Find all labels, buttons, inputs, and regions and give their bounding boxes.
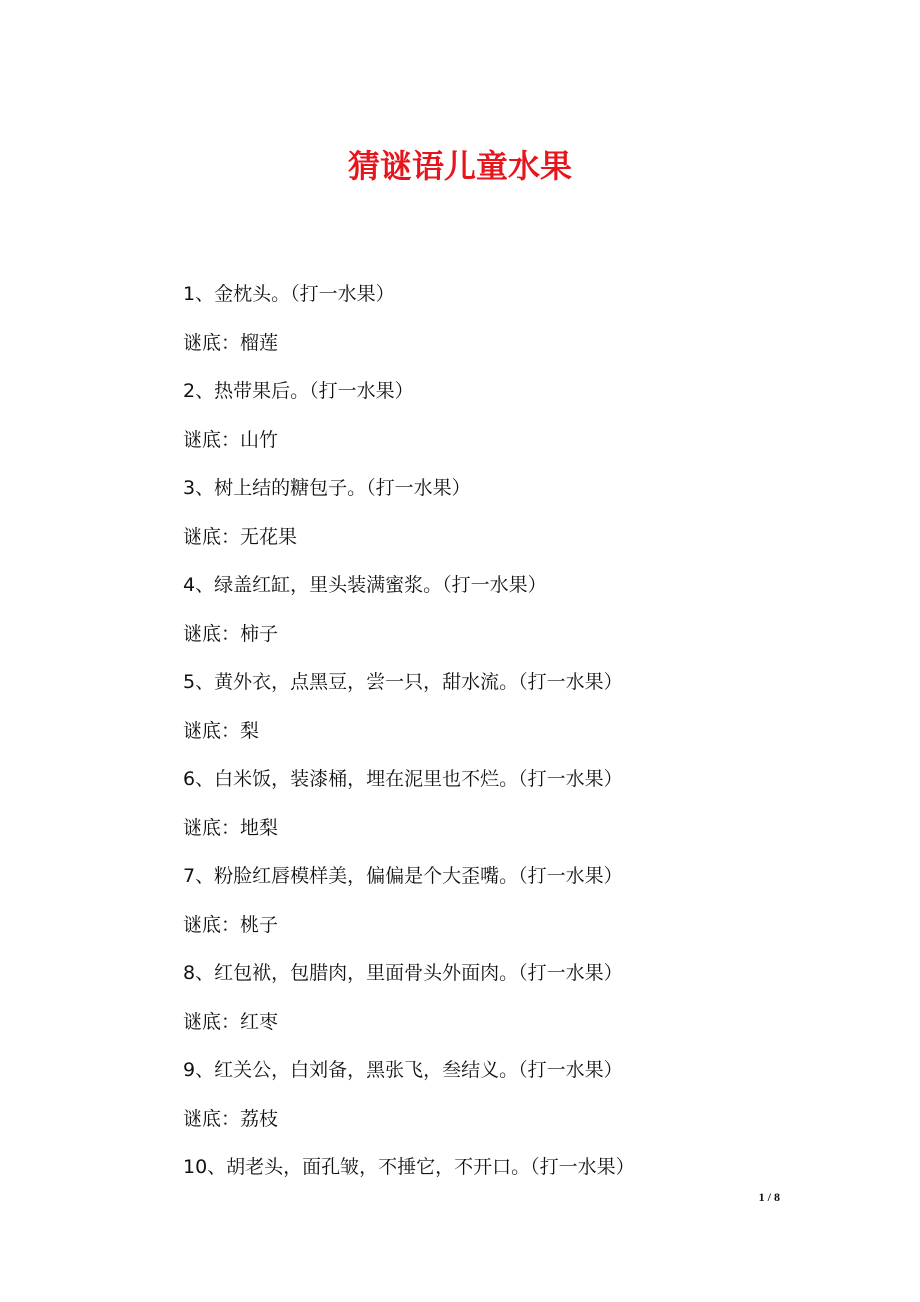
riddle-answer: 谜底：无花果 [183, 525, 298, 548]
riddle-question: 8、红包袱，包腊肉，里面骨头外面肉。（打一水果） [183, 962, 623, 984]
riddle-answer: 谜底：红枣 [183, 1010, 279, 1033]
riddle-question: 6、白米饭，装漆桶，埋在泥里也不烂。（打一水果） [183, 768, 623, 790]
riddle-answer: 谜底：桃子 [183, 913, 279, 936]
riddle-question: 4、绿盖红缸，里头装满蜜浆。（打一水果） [183, 574, 547, 596]
riddle-question: 3、树上结的糖包子。（打一水果） [183, 477, 471, 499]
riddle-answer: 谜底：荔枝 [183, 1107, 279, 1130]
riddle-answer: 谜底：榴莲 [183, 331, 279, 354]
riddle-list [183, 278, 823, 1200]
riddle-question: 9、红关公，白刘备，黑张飞，叁结义。（打一水果） [183, 1059, 623, 1081]
riddle-question: 2、热带果后。（打一水果） [183, 380, 414, 402]
riddle-question: 1、金枕头。（打一水果） [183, 283, 395, 305]
riddle-answer: 谜底：梨 [183, 719, 260, 742]
riddle-question: 7、粉脸红唇模样美，偏偏是个大歪嘴。（打一水果） [183, 865, 623, 887]
riddle-question: 10、胡老头，面孔皱，不捶它，不开口。（打一水果） [183, 1156, 635, 1178]
riddle-answer: 谜底：山竹 [183, 428, 279, 451]
riddle-answer: 谜底：地梨 [183, 816, 279, 839]
page-number: 1 / 8 [758, 1190, 780, 1204]
riddle-answer: 谜底：柿子 [183, 622, 279, 645]
riddle-question: 5、黄外衣，点黑豆，尝一只，甜水流。（打一水果） [183, 671, 623, 693]
document-title: 猜谜语儿童水果 [347, 147, 572, 185]
